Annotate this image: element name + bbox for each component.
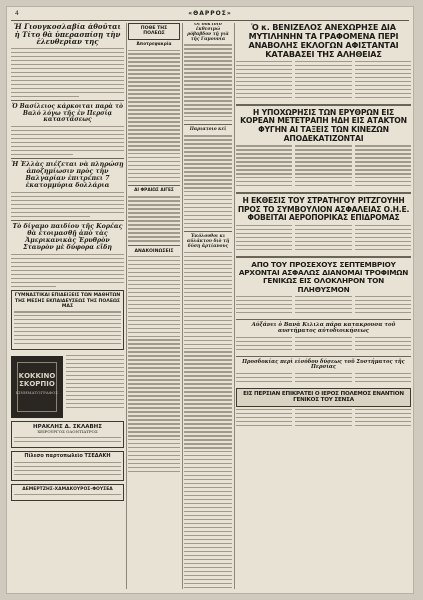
shop-advert bbox=[11, 484, 124, 501]
advert-title: Πίλεσο παρτοπωλεῖο ΤΣΕΔΑΚΗ bbox=[24, 453, 111, 460]
top-rule bbox=[11, 20, 409, 21]
article-body bbox=[184, 44, 232, 121]
column-2 bbox=[128, 23, 180, 589]
article-body bbox=[11, 192, 124, 217]
page-number: 4 bbox=[15, 10, 19, 17]
headline: Ἡ Ἑλλὰς πιέζεται νὰ πληρώσῃ ἀποζημίωσιν πρὸς τὴν Βαλγαρίαν ἐπιτρέπει 7 ἑκατομμύρια δολλάρια bbox=[11, 161, 124, 190]
headline: Τὸ δίγαμο παιδίου τῆς Κορέας θὰ ἐτοιμασθῇ ἀπὸ τὰς Ἀμερικανικὰς Ἐρυθρὸν Σταυρὸν μὲ δύφορα εἴδη bbox=[12, 223, 123, 252]
divider bbox=[11, 100, 124, 101]
main-news-section bbox=[236, 23, 411, 589]
article-body bbox=[236, 296, 411, 316]
article-body bbox=[236, 225, 411, 253]
headline: Οἱ δόκτοιο ἐκθεσιμώ ρόβαβδον τῇ γιὰ τῆς Γαμουνία bbox=[187, 23, 229, 42]
subhead: ΑΙ ΦΡΑΙΩΣ ΑΙΓΕΣ bbox=[134, 188, 174, 194]
ad-row bbox=[11, 353, 124, 418]
divider bbox=[11, 220, 124, 221]
article-body bbox=[236, 373, 411, 385]
boxed-headline bbox=[236, 388, 411, 407]
subhead: ΑΝΑΚΟΙΝΩΣΕΙΣ bbox=[134, 248, 174, 254]
boxed-notice bbox=[11, 290, 124, 350]
headline: Ἐκόλουθοι κι αὐλάκτου διὸ τῆ δύση ἀρτίανους bbox=[186, 234, 230, 250]
headline: Ὁ Βασίλειος κάρκοιται παρὰ τὸ Βαλό λόγω τῆς ἐν Περσίᾳ καταστάσεως bbox=[11, 103, 124, 124]
divider bbox=[11, 158, 124, 159]
article-body bbox=[128, 196, 180, 241]
column-divider bbox=[126, 23, 127, 589]
article-body bbox=[184, 252, 232, 589]
notice-body bbox=[14, 311, 121, 344]
advert-title: ΔΕΜΕΡΤΖΗΣ-ΧΑΜΑΚΟΥΡΟΣ-ΦΟΥΣΕΑ bbox=[22, 486, 113, 492]
article-body bbox=[184, 135, 232, 228]
headline: ΑΠΟ ΤΟΥ ΠΡΟΣΕΧΟΥΣ ΣΕΠΤΕΜΒΡΙΟΥ ΑΡΧΟΝΤΑΙ ΑΣΦΑΛΩΣ ΔΙΑΝΟΜΑΙ ΤΡΟΦΙΜΩΝ ΓΕΝΙΚΩΣ ΕΙΣ ΟΛΟΚΛΗΡΟΝ ΤΟΝ ΠΛΗΘΥΣΜΟΝ bbox=[238, 259, 409, 294]
divider bbox=[236, 104, 411, 106]
divider bbox=[236, 356, 411, 357]
subhead: Ἀποτρεψακρία bbox=[136, 41, 172, 47]
advert-title: ΚΟΚΚΙΝΟ ΣΚΟΡΠΙΟ bbox=[18, 371, 56, 388]
divider bbox=[128, 185, 180, 186]
article-body bbox=[66, 355, 124, 418]
divider bbox=[236, 256, 411, 258]
article-body bbox=[11, 254, 124, 287]
shop-advert bbox=[11, 451, 124, 481]
divider bbox=[184, 124, 232, 125]
lead-headline: Ὁ κ. ΒΕΝΙΖΕΛΟΣ ΑΝΕΧΩΡΗΣΕ ΔΙΑ ΜΥΤΙΛΗΝΗΝ ΤΑ ΓΡΑΦΟΜΕΝΑ ΠΕΡΙ ΑΝΑΒΟΛΗΣ ΕΚΛΟΓΩΝ ΑΦΙΣΤΑΝΤΑΙ ΚΑΤΑΒΑΣΕΙ ΤΗΣ ΑΛΗΘΕΙΑΣ bbox=[248, 23, 399, 59]
divider bbox=[236, 319, 411, 320]
article-body bbox=[128, 50, 180, 183]
headline: Παριατοιο κεῖ bbox=[189, 127, 227, 133]
article-body bbox=[236, 145, 411, 189]
divider bbox=[236, 192, 411, 194]
headline: Η ΕΚΘΕΣΙΣ ΤΟΥ ΣΤΡΑΤΗΓΟΥ ΡΙΤΖΓΟΥΗΗ ΠΡΟΣ ΤΟ ΣΥΜΒΟΥΛΙΟΝ ΑΣΦΑΛΕΙΑΣ Ο.Η.Ε. ΦΟΒΕΙΤΑΙ ΑΕΡΟΠΟΡΙΚΑΣ ΕΠΙΔΡΟΜΑΣ bbox=[237, 196, 410, 223]
column-divider bbox=[182, 23, 183, 589]
section-title: ΠΟΘΕ ΤΗΣ ΠΟΛΕΩΣ bbox=[140, 26, 168, 37]
article-body bbox=[236, 409, 411, 429]
advert-title: ΗΡΑΚΛΗΣ Δ. ΣΚΛΑΒΗΣ bbox=[32, 423, 103, 430]
column-3 bbox=[184, 23, 232, 589]
article-body bbox=[11, 48, 124, 97]
newspaper-page bbox=[6, 6, 414, 594]
headline: Αὐξάνει ὁ Βανὰ Κιλιλα πάρα κατακρουσα τοῦ αυστήματος αὐτοδιοικήσεως bbox=[251, 321, 396, 334]
article-body bbox=[11, 126, 124, 155]
article-body bbox=[236, 61, 411, 101]
dentist-advert bbox=[11, 421, 124, 448]
advert-subtitle: ΧΕΙΡΟΥΡΓΟΣ ΟΔΟΝΤΙΑΤΡΟΣ bbox=[37, 429, 98, 435]
headline: Η ΥΠΟΧΩΡΗΣΙΣ ΤΩΝ ΕΡΥΘΡΩΝ ΕΙΣ ΚΟΡΕΑΝ ΜΕΤΕΤΡΑΠΗ ΗΔΗ ΕΙΣ ΑΤΑΚΤΟΝ ΦΥΓΗΝ ΑΙ ΤΑΞΕΙΣ ΤΩΝ ΚΙΝΕΖΩΝ ΑΠΟΔΕΚΑΤΙΖΟΝΤΑΙ bbox=[240, 107, 407, 143]
divider bbox=[184, 231, 232, 232]
masthead: «ΘΑΡΡΟΣ» bbox=[188, 10, 232, 17]
article-body bbox=[236, 337, 411, 353]
cinema-advert bbox=[11, 356, 63, 418]
article-body bbox=[128, 256, 180, 473]
divider bbox=[128, 245, 180, 246]
notice-title: ΓΥΜΝΑΣΤΙΚΑΙ ΕΠΙΔΕΙΞΕΙΣ ΤΩΝ ΜΑΘΗΤΩΝ ΤΗΣ ΜΕΣΗΣ ΕΚΠΑΙΔΕΥΣΕΩΣ ΤΗΣ ΠΟΛΕΩΣ ΜΑΣ bbox=[14, 293, 121, 309]
advert-subtitle: ΚΙΝΗΜΑΤΟΓΡΑΦΟΣ bbox=[15, 389, 59, 395]
column-1 bbox=[11, 23, 124, 589]
column-divider bbox=[234, 23, 235, 589]
headline: Προσδοκίας περὶ εἰσόδου δύσεως τοῦ Συστήματος τῆς Περσίας bbox=[242, 358, 405, 371]
headline: Ἡ Γιουγκοσλαβία ἀθοῦται ἡ Τίτο θὰ ὑπερασπίσῃ τὴν ἐλευθερίαν της bbox=[14, 23, 121, 47]
headline: ΕΙΣ ΠΕΡΣΙΑΝ ΕΠΙΚΡΑΤΕΙ Ο ΙΕΡΟΣ ΠΟΛΕΜΟΣ ΕΝΑΝΤΙΟΝ ΓΕΝΙΚΟΣ ΤΟΥ ΣΕΝΣΑ bbox=[243, 391, 404, 404]
section-box bbox=[128, 23, 180, 40]
